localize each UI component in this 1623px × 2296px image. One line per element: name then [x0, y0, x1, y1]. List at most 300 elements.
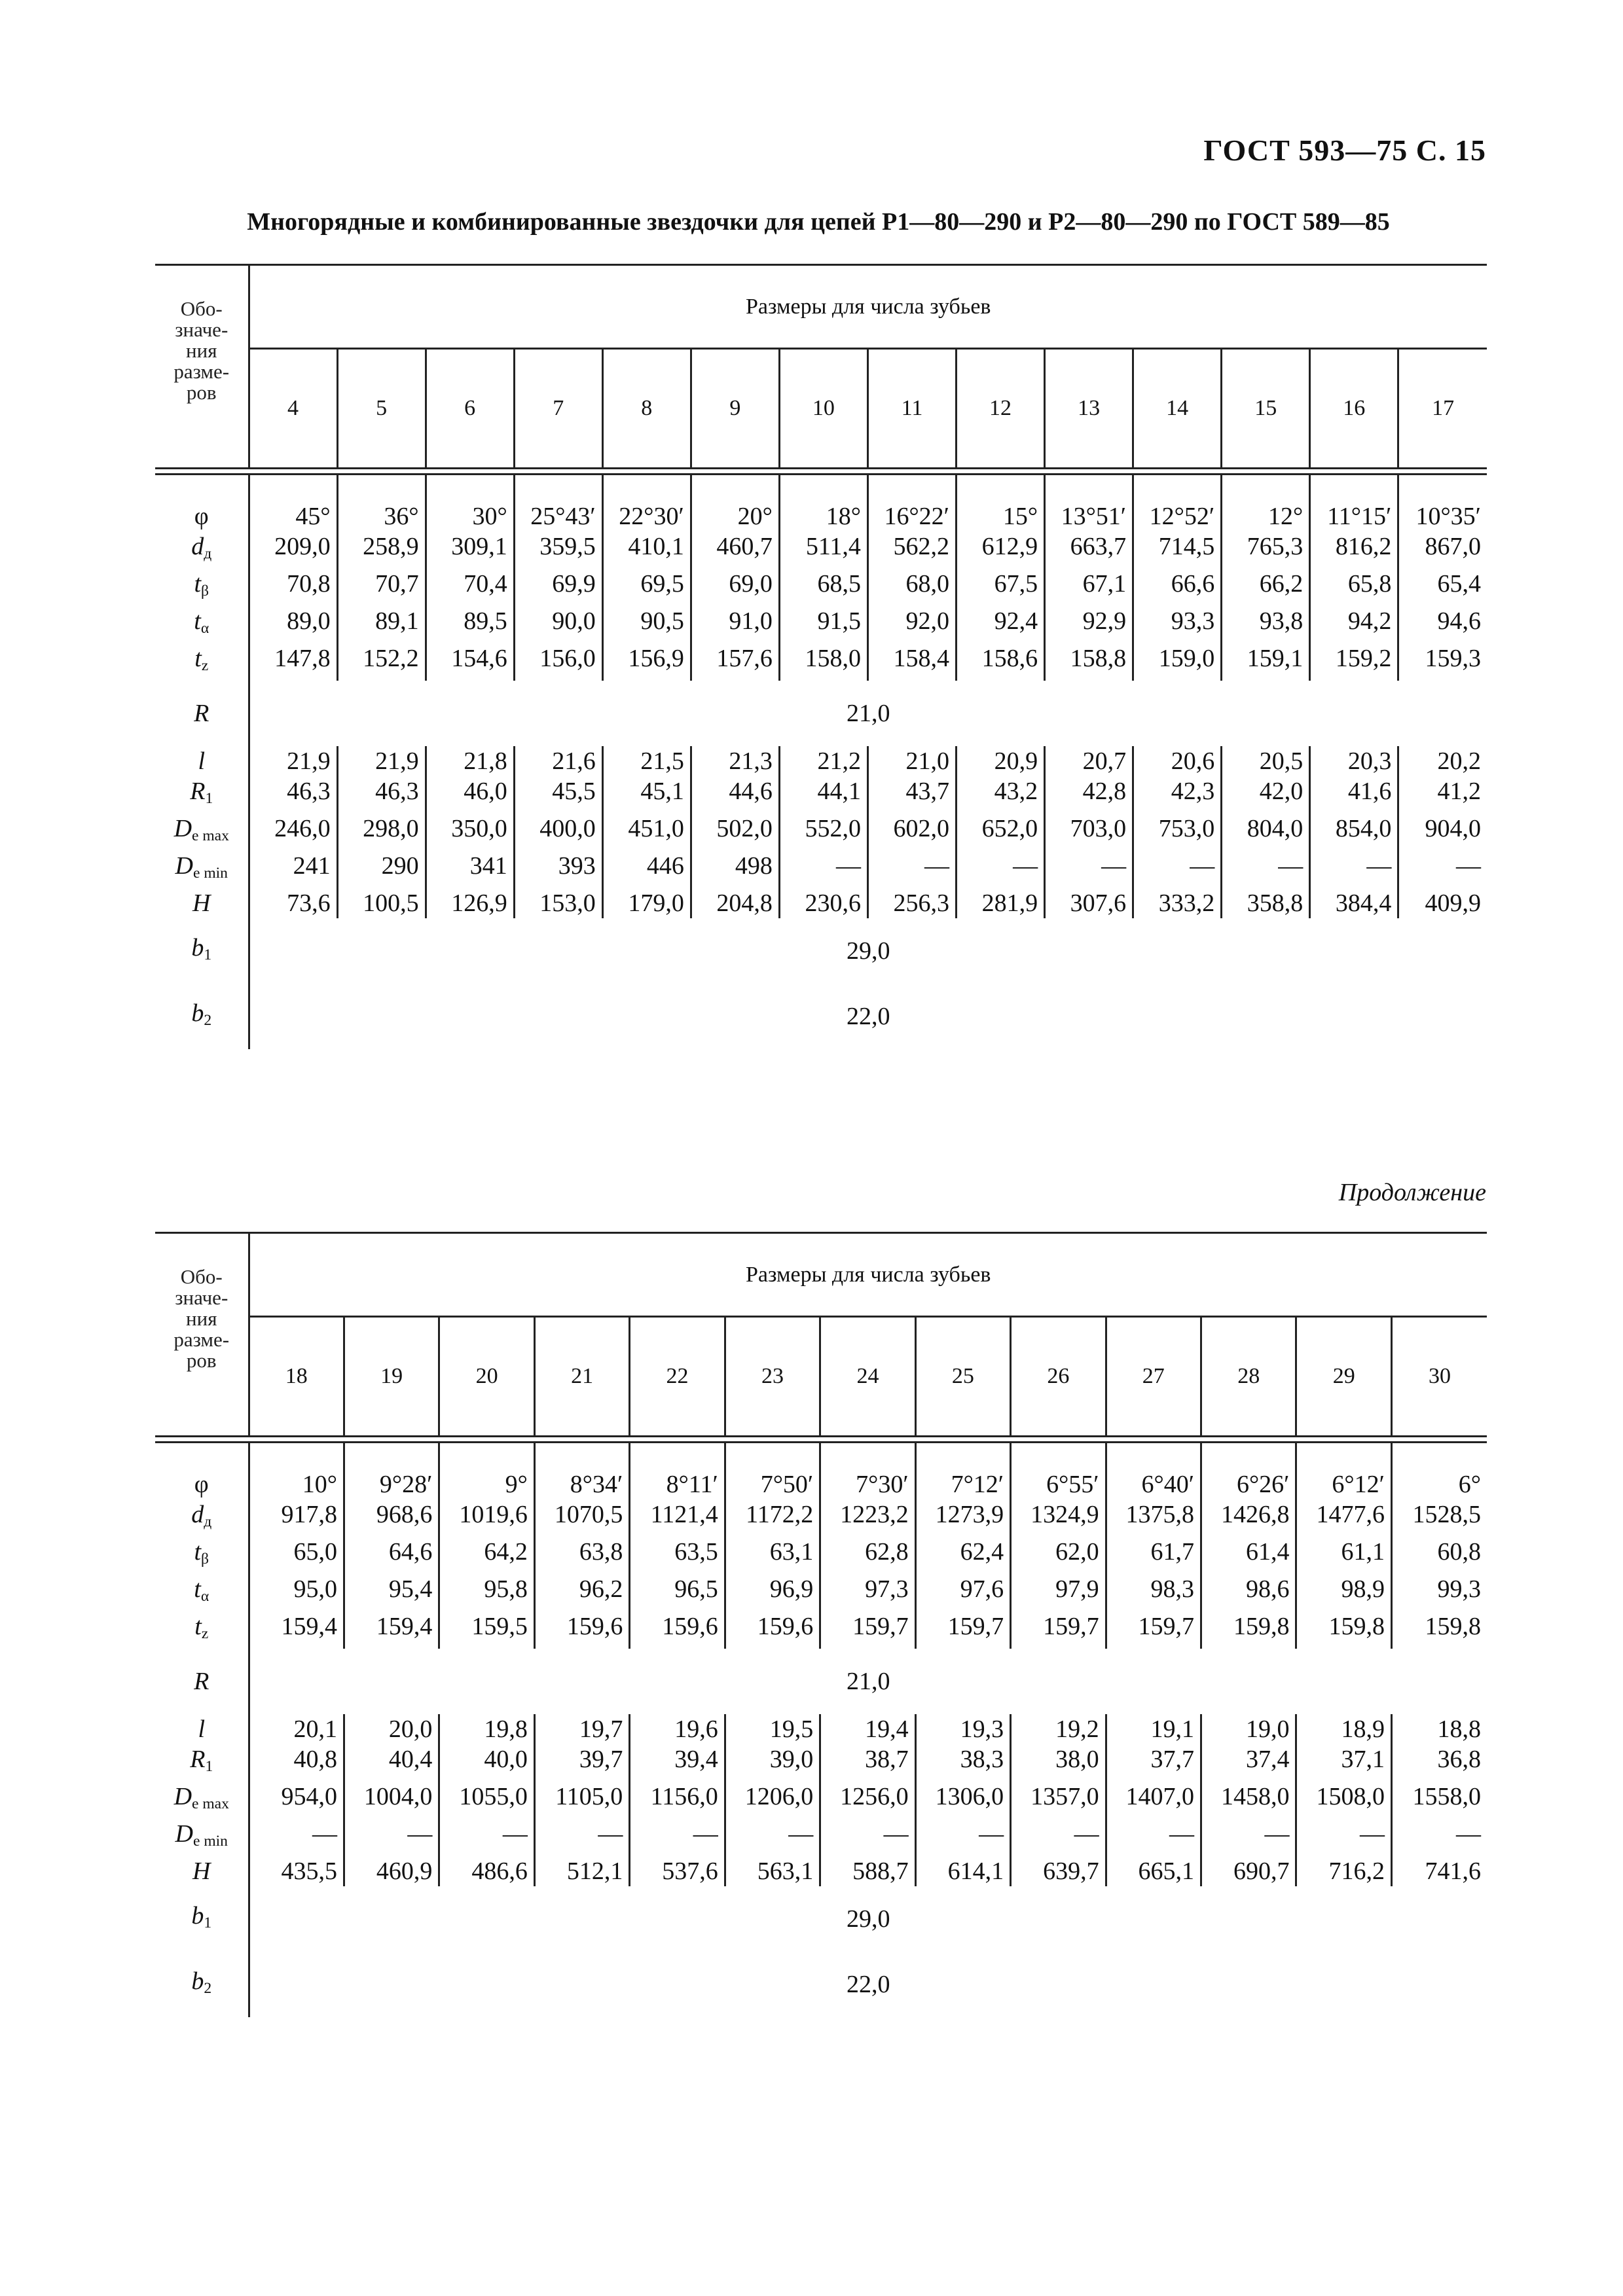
- symbol-d: [155, 1499, 249, 1537]
- value-cell: 100,5: [337, 888, 426, 918]
- value-cell: —: [1011, 1819, 1106, 1856]
- row-tb: [155, 1537, 1487, 1574]
- value-cell: 156,9: [602, 643, 691, 681]
- value-cell: 97,3: [820, 1574, 915, 1611]
- value-cell: 8°34′: [534, 1469, 629, 1499]
- continuation-label: Продолжение: [1338, 1179, 1486, 1206]
- value-cell: 96,2: [534, 1574, 629, 1611]
- value-cell: 7°30′: [820, 1469, 915, 1499]
- value-cell: 341: [426, 851, 514, 888]
- value-cell: 1458,0: [1201, 1782, 1296, 1819]
- symbol-Demax: [155, 1782, 249, 1819]
- value-cell: 602,0: [867, 814, 956, 851]
- value-cell: 44,6: [691, 776, 779, 814]
- symbol-R1: [155, 1744, 249, 1782]
- row-b2: [155, 984, 1487, 1049]
- sprocket-table-4-17: [155, 264, 1487, 1049]
- value-cell: 159,6: [630, 1611, 725, 1649]
- value-cell: 98,3: [1106, 1574, 1201, 1611]
- value-cell: —: [534, 1819, 629, 1856]
- table-caption: Многорядные и комбинированные звездочки для цепей Р1—80—290 и Р2—80—290 по ГОСТ 589—85: [247, 208, 1390, 236]
- value-cell: 92,9: [1045, 606, 1133, 643]
- value-cell: 37,1: [1296, 1744, 1391, 1782]
- value-cell: 154,6: [426, 643, 514, 681]
- value-cell: 36°: [337, 501, 426, 531]
- value-cell: 1004,0: [344, 1782, 439, 1819]
- value-cell: 1156,0: [630, 1782, 725, 1819]
- row-Demin: [155, 851, 1487, 888]
- value-cell: 20,6: [1133, 746, 1222, 776]
- symbol-tb: [155, 569, 249, 606]
- symbol-base: t: [194, 1613, 202, 1640]
- row-tz: [155, 1611, 1487, 1649]
- merged-value-b1: 29,0: [847, 1905, 890, 1933]
- teeth-count-row: [155, 349, 1487, 469]
- row-d: [155, 531, 1487, 569]
- value-cell: 6°: [1391, 1469, 1487, 1499]
- row-phi: [155, 501, 1487, 531]
- value-cell: 703,0: [1045, 814, 1133, 851]
- value-cell: 62,0: [1011, 1537, 1106, 1574]
- value-cell: 65,8: [1310, 569, 1398, 606]
- value-cell: 741,6: [1391, 1856, 1487, 1886]
- value-cell: 21,2: [779, 746, 867, 776]
- teeth-count-cell: 29: [1296, 1317, 1391, 1437]
- value-cell: 19,5: [725, 1714, 820, 1744]
- symbol-tz: [155, 1611, 249, 1649]
- symbol-d: [155, 531, 249, 569]
- value-cell: 1019,6: [439, 1499, 534, 1537]
- symbol-base: D: [173, 815, 192, 842]
- row-ta: [155, 606, 1487, 643]
- value-cell: —: [779, 851, 867, 888]
- designation-header-line: разме-: [173, 360, 230, 383]
- value-cell: 350,0: [426, 814, 514, 851]
- row-b2: [155, 1952, 1487, 2017]
- teeth-count-cell: 20: [439, 1317, 534, 1437]
- value-cell: 67,5: [957, 569, 1045, 606]
- symbol-subscript: β: [201, 583, 210, 600]
- value-cell: 13°51′: [1045, 501, 1133, 531]
- value-cell: 816,2: [1310, 531, 1398, 569]
- value-cell: 1206,0: [725, 1782, 820, 1819]
- row-R: [155, 681, 1487, 746]
- symbol-subscript: д: [204, 545, 212, 562]
- symbol-subscript: e max: [192, 827, 229, 844]
- symbol-tz: [155, 643, 249, 681]
- value-cell: 512,1: [534, 1856, 629, 1886]
- value-cell: 20,5: [1222, 746, 1310, 776]
- value-cell: 43,2: [957, 776, 1045, 814]
- value-cell: 19,8: [439, 1714, 534, 1744]
- symbol-base: b: [191, 999, 204, 1027]
- value-cell: 65,4: [1398, 569, 1487, 606]
- value-cell: 70,8: [287, 570, 331, 598]
- value-cell: —: [312, 1820, 337, 1848]
- value-cell: 10°35′: [1398, 501, 1487, 531]
- value-cell: 1055,0: [439, 1782, 534, 1819]
- value-cell: 258,9: [337, 531, 426, 569]
- value-cell: 6°12′: [1296, 1469, 1391, 1499]
- value-cell: 159,6: [534, 1611, 629, 1649]
- value-cell: 39,7: [534, 1744, 629, 1782]
- value-cell: 40,4: [344, 1744, 439, 1782]
- value-cell: 46,3: [287, 778, 331, 805]
- value-cell: —: [725, 1819, 820, 1856]
- value-cell: 18,9: [1296, 1714, 1391, 1744]
- value-cell: 21,9: [287, 747, 331, 775]
- value-cell: 690,7: [1201, 1856, 1296, 1886]
- value-cell: 588,7: [820, 1856, 915, 1886]
- teeth-count-cell: 15: [1222, 349, 1310, 469]
- value-cell: 43,7: [867, 776, 956, 814]
- value-cell: —: [344, 1819, 439, 1856]
- value-cell: 152,2: [337, 643, 426, 681]
- symbol-ta: [155, 1574, 249, 1611]
- teeth-count-cell: 23: [725, 1317, 820, 1437]
- teeth-count-cell: 6: [426, 349, 514, 469]
- symbol-subscript: z: [201, 1625, 209, 1642]
- value-cell: 241: [293, 852, 331, 880]
- value-cell: 716,2: [1296, 1856, 1391, 1886]
- symbol-subscript: α: [200, 1588, 210, 1605]
- value-cell: 41,6: [1310, 776, 1398, 814]
- designation-header-line: ров: [186, 1349, 217, 1372]
- value-cell: 159,1: [1222, 643, 1310, 681]
- value-cell: 40,8: [293, 1746, 337, 1773]
- value-cell: 639,7: [1011, 1856, 1106, 1886]
- teeth-count-cell: 17: [1398, 349, 1487, 469]
- value-cell: 94,2: [1310, 606, 1398, 643]
- value-cell: 61,1: [1296, 1537, 1391, 1574]
- value-cell: 95,8: [439, 1574, 534, 1611]
- value-cell: 446: [602, 851, 691, 888]
- value-cell: 20°: [691, 501, 779, 531]
- value-cell: 11°15′: [1310, 501, 1398, 531]
- value-cell: 90,0: [514, 606, 602, 643]
- symbol-R: [155, 1649, 249, 1714]
- header-separator: [155, 1437, 1487, 1443]
- designation-header-line: ния: [186, 1307, 217, 1330]
- value-cell: 19,1: [1106, 1714, 1201, 1744]
- symbol-subscript: e min: [192, 865, 228, 882]
- value-cell: —: [957, 851, 1045, 888]
- value-cell: 42,3: [1133, 776, 1222, 814]
- symbol-base: H: [192, 1857, 211, 1885]
- teeth-count-row: [155, 1317, 1487, 1437]
- value-cell: 95,0: [293, 1575, 337, 1603]
- teeth-count-cell: 13: [1045, 349, 1133, 469]
- value-cell: 20,7: [1045, 746, 1133, 776]
- symbol-subscript: 2: [204, 1979, 212, 1997]
- merged-value-b2: 22,0: [847, 1971, 890, 1998]
- value-cell: 19,6: [630, 1714, 725, 1744]
- value-cell: 652,0: [957, 814, 1045, 851]
- value-cell: 158,4: [867, 643, 956, 681]
- value-cell: 159,4: [281, 1613, 337, 1640]
- value-cell: —: [1391, 1819, 1487, 1856]
- value-cell: —: [915, 1819, 1010, 1856]
- value-cell: 63,1: [725, 1537, 820, 1574]
- value-cell: 19,0: [1201, 1714, 1296, 1744]
- symbol-base: d: [191, 533, 204, 560]
- value-cell: 1508,0: [1296, 1782, 1391, 1819]
- designation-header-line: значе-: [175, 318, 228, 341]
- row-b1: [155, 918, 1487, 984]
- value-cell: 45,5: [514, 776, 602, 814]
- value-cell: 126,9: [426, 888, 514, 918]
- value-cell: 460,7: [691, 531, 779, 569]
- value-cell: 91,0: [691, 606, 779, 643]
- value-cell: 12°52′: [1133, 501, 1222, 531]
- teeth-count-cell: 21: [534, 1317, 629, 1437]
- value-cell: 21,8: [426, 746, 514, 776]
- value-cell: 290: [337, 851, 426, 888]
- value-cell: 400,0: [514, 814, 602, 851]
- value-cell: 12°: [1222, 501, 1310, 531]
- value-cell: 92,0: [867, 606, 956, 643]
- value-cell: 41,2: [1398, 776, 1487, 814]
- symbol-base: d: [191, 1501, 204, 1528]
- value-cell: 68,5: [779, 569, 867, 606]
- value-cell: 63,8: [534, 1537, 629, 1574]
- value-cell: 70,4: [426, 569, 514, 606]
- value-cell: 42,0: [1222, 776, 1310, 814]
- teeth-count-cell: 16: [1310, 349, 1398, 469]
- value-cell: 66,2: [1222, 569, 1310, 606]
- value-cell: 46,0: [426, 776, 514, 814]
- value-cell: 159,2: [1310, 643, 1398, 681]
- symbol-base: t: [194, 570, 202, 598]
- value-cell: 384,4: [1310, 888, 1398, 918]
- value-cell: 89,1: [337, 606, 426, 643]
- teeth-count-cell: 7: [514, 349, 602, 469]
- value-cell: 753,0: [1133, 814, 1222, 851]
- value-cell: 204,8: [691, 888, 779, 918]
- value-cell: 562,2: [867, 531, 956, 569]
- symbol-subscript: z: [201, 657, 209, 674]
- designation-header-line: разме-: [173, 1328, 230, 1351]
- value-cell: 66,6: [1133, 569, 1222, 606]
- value-cell: 98,6: [1201, 1574, 1296, 1611]
- symbol-Demin: [155, 851, 249, 888]
- value-cell: 20,3: [1310, 746, 1398, 776]
- value-cell: 36,8: [1391, 1744, 1487, 1782]
- teeth-count-cell: 4: [287, 396, 299, 420]
- value-cell: 19,7: [534, 1714, 629, 1744]
- symbol-b2: [155, 1952, 249, 2017]
- value-cell: 159,4: [344, 1611, 439, 1649]
- value-cell: 21,0: [867, 746, 956, 776]
- value-cell: 69,9: [514, 569, 602, 606]
- symbol-base: R: [194, 1668, 210, 1695]
- value-cell: 359,5: [514, 531, 602, 569]
- teeth-count-cell: 14: [1133, 349, 1222, 469]
- value-cell: 98,9: [1296, 1574, 1391, 1611]
- value-cell: 67,1: [1045, 569, 1133, 606]
- value-cell: 968,6: [344, 1499, 439, 1537]
- teeth-count-cell: 25: [915, 1317, 1010, 1437]
- value-cell: 309,1: [426, 531, 514, 569]
- value-cell: —: [630, 1819, 725, 1856]
- value-cell: 230,6: [779, 888, 867, 918]
- symbol-subscript: 1: [204, 1914, 212, 1931]
- value-cell: 7°12′: [915, 1469, 1010, 1499]
- value-cell: 1256,0: [820, 1782, 915, 1819]
- symbol-base: b: [191, 1967, 204, 1995]
- teeth-count-cell: 10: [779, 349, 867, 469]
- value-cell: 37,7: [1106, 1744, 1201, 1782]
- value-cell: —: [1222, 851, 1310, 888]
- teeth-count-cell: 24: [820, 1317, 915, 1437]
- value-cell: —: [867, 851, 956, 888]
- value-cell: 89,0: [287, 607, 331, 635]
- row-d: [155, 1499, 1487, 1537]
- value-cell: 1172,2: [725, 1499, 820, 1537]
- teeth-count-header: Размеры для числа зубьев: [249, 1233, 1487, 1317]
- value-cell: 38,0: [1011, 1744, 1106, 1782]
- symbol-R: [155, 681, 249, 746]
- value-cell: 663,7: [1045, 531, 1133, 569]
- value-cell: 298,0: [337, 814, 426, 851]
- symbol-H: [155, 888, 249, 918]
- symbol-ta: [155, 606, 249, 643]
- value-cell: 537,6: [630, 1856, 725, 1886]
- value-cell: 20,0: [344, 1714, 439, 1744]
- value-cell: 93,8: [1222, 606, 1310, 643]
- symbol-phi: φ: [155, 1469, 249, 1499]
- designation-header-line: значе-: [175, 1286, 228, 1309]
- value-cell: 451,0: [602, 814, 691, 851]
- value-cell: 97,9: [1011, 1574, 1106, 1611]
- value-cell: 159,7: [820, 1611, 915, 1649]
- value-cell: 1477,6: [1296, 1499, 1391, 1537]
- value-cell: 147,8: [274, 645, 331, 672]
- value-cell: 70,7: [337, 569, 426, 606]
- value-cell: —: [1133, 851, 1222, 888]
- value-cell: 157,6: [691, 643, 779, 681]
- value-cell: 69,5: [602, 569, 691, 606]
- symbol-l: [155, 1714, 249, 1744]
- symbol-base: b: [191, 933, 204, 961]
- value-cell: 435,5: [281, 1857, 337, 1885]
- value-cell: 158,8: [1045, 643, 1133, 681]
- value-cell: 62,4: [915, 1537, 1010, 1574]
- value-cell: 62,8: [820, 1537, 915, 1574]
- symbol-base: D: [175, 1820, 193, 1848]
- row-tz: [155, 643, 1487, 681]
- symbol-b1: [155, 1886, 249, 1952]
- value-cell: 1306,0: [915, 1782, 1010, 1819]
- symbol-subscript: 1: [205, 1758, 213, 1775]
- value-cell: —: [1296, 1819, 1391, 1856]
- value-cell: 45,1: [602, 776, 691, 814]
- value-cell: 21,5: [602, 746, 691, 776]
- value-cell: 159,3: [1398, 643, 1487, 681]
- value-cell: 1426,8: [1201, 1499, 1296, 1537]
- value-cell: 39,0: [725, 1744, 820, 1782]
- value-cell: 665,1: [1106, 1856, 1201, 1886]
- symbol-base: t: [194, 1538, 202, 1566]
- value-cell: —: [1201, 1819, 1296, 1856]
- value-cell: 159,8: [1201, 1611, 1296, 1649]
- value-cell: —: [1310, 851, 1398, 888]
- symbol-l: [155, 746, 249, 776]
- value-cell: 7°50′: [725, 1469, 820, 1499]
- value-cell: 409,9: [1398, 888, 1487, 918]
- header-row: [155, 1233, 1487, 1317]
- value-cell: 765,3: [1222, 531, 1310, 569]
- value-cell: 96,9: [725, 1574, 820, 1611]
- value-cell: 63,5: [630, 1537, 725, 1574]
- value-cell: 1105,0: [534, 1782, 629, 1819]
- value-cell: 64,6: [344, 1537, 439, 1574]
- value-cell: 38,7: [820, 1744, 915, 1782]
- value-cell: 1407,0: [1106, 1782, 1201, 1819]
- value-cell: 91,5: [779, 606, 867, 643]
- value-cell: 358,8: [1222, 888, 1310, 918]
- symbol-base: t: [194, 607, 201, 635]
- value-cell: 159,5: [439, 1611, 534, 1649]
- value-cell: 1121,4: [630, 1499, 725, 1537]
- symbol-base: D: [173, 1783, 192, 1810]
- value-cell: 93,3: [1133, 606, 1222, 643]
- value-cell: 61,4: [1201, 1537, 1296, 1574]
- value-cell: 15°: [957, 501, 1045, 531]
- teeth-count-cell: 22: [630, 1317, 725, 1437]
- value-cell: 179,0: [602, 888, 691, 918]
- symbol-H: [155, 1856, 249, 1886]
- value-cell: 92,4: [957, 606, 1045, 643]
- value-cell: 612,9: [957, 531, 1045, 569]
- value-cell: 159,7: [1106, 1611, 1201, 1649]
- value-cell: 20,2: [1398, 746, 1487, 776]
- value-cell: 46,3: [337, 776, 426, 814]
- teeth-count-cell: 19: [344, 1317, 439, 1437]
- teeth-count-cell: 11: [867, 349, 956, 469]
- value-cell: 39,4: [630, 1744, 725, 1782]
- value-cell: 158,6: [957, 643, 1045, 681]
- value-cell: 1324,9: [1011, 1499, 1106, 1537]
- value-cell: 209,0: [274, 533, 331, 560]
- value-cell: 89,5: [426, 606, 514, 643]
- symbol-base: R: [190, 1746, 206, 1773]
- row-R1: [155, 1744, 1487, 1782]
- merged-value-b2: 22,0: [847, 1003, 890, 1030]
- value-cell: 90,5: [602, 606, 691, 643]
- value-cell: 19,2: [1011, 1714, 1106, 1744]
- symbol-subscript: д: [204, 1513, 212, 1530]
- value-cell: 904,0: [1398, 814, 1487, 851]
- value-cell: 60,8: [1391, 1537, 1487, 1574]
- value-cell: 1273,9: [915, 1499, 1010, 1537]
- row-R1: [155, 776, 1487, 814]
- symbol-phi: φ: [155, 501, 249, 531]
- value-cell: 20,9: [957, 746, 1045, 776]
- value-cell: 804,0: [1222, 814, 1310, 851]
- value-cell: 94,6: [1398, 606, 1487, 643]
- value-cell: 16°22′: [867, 501, 956, 531]
- value-cell: 73,6: [287, 889, 331, 917]
- value-cell: 159,6: [725, 1611, 820, 1649]
- designation-header-line: Обо-: [180, 297, 223, 320]
- row-tb: [155, 569, 1487, 606]
- teeth-count-cell: 28: [1201, 1317, 1296, 1437]
- value-cell: 1070,5: [534, 1499, 629, 1537]
- designation-header-line: ния: [186, 339, 217, 362]
- symbol-base: l: [198, 1715, 206, 1743]
- teeth-count-cell: 12: [957, 349, 1045, 469]
